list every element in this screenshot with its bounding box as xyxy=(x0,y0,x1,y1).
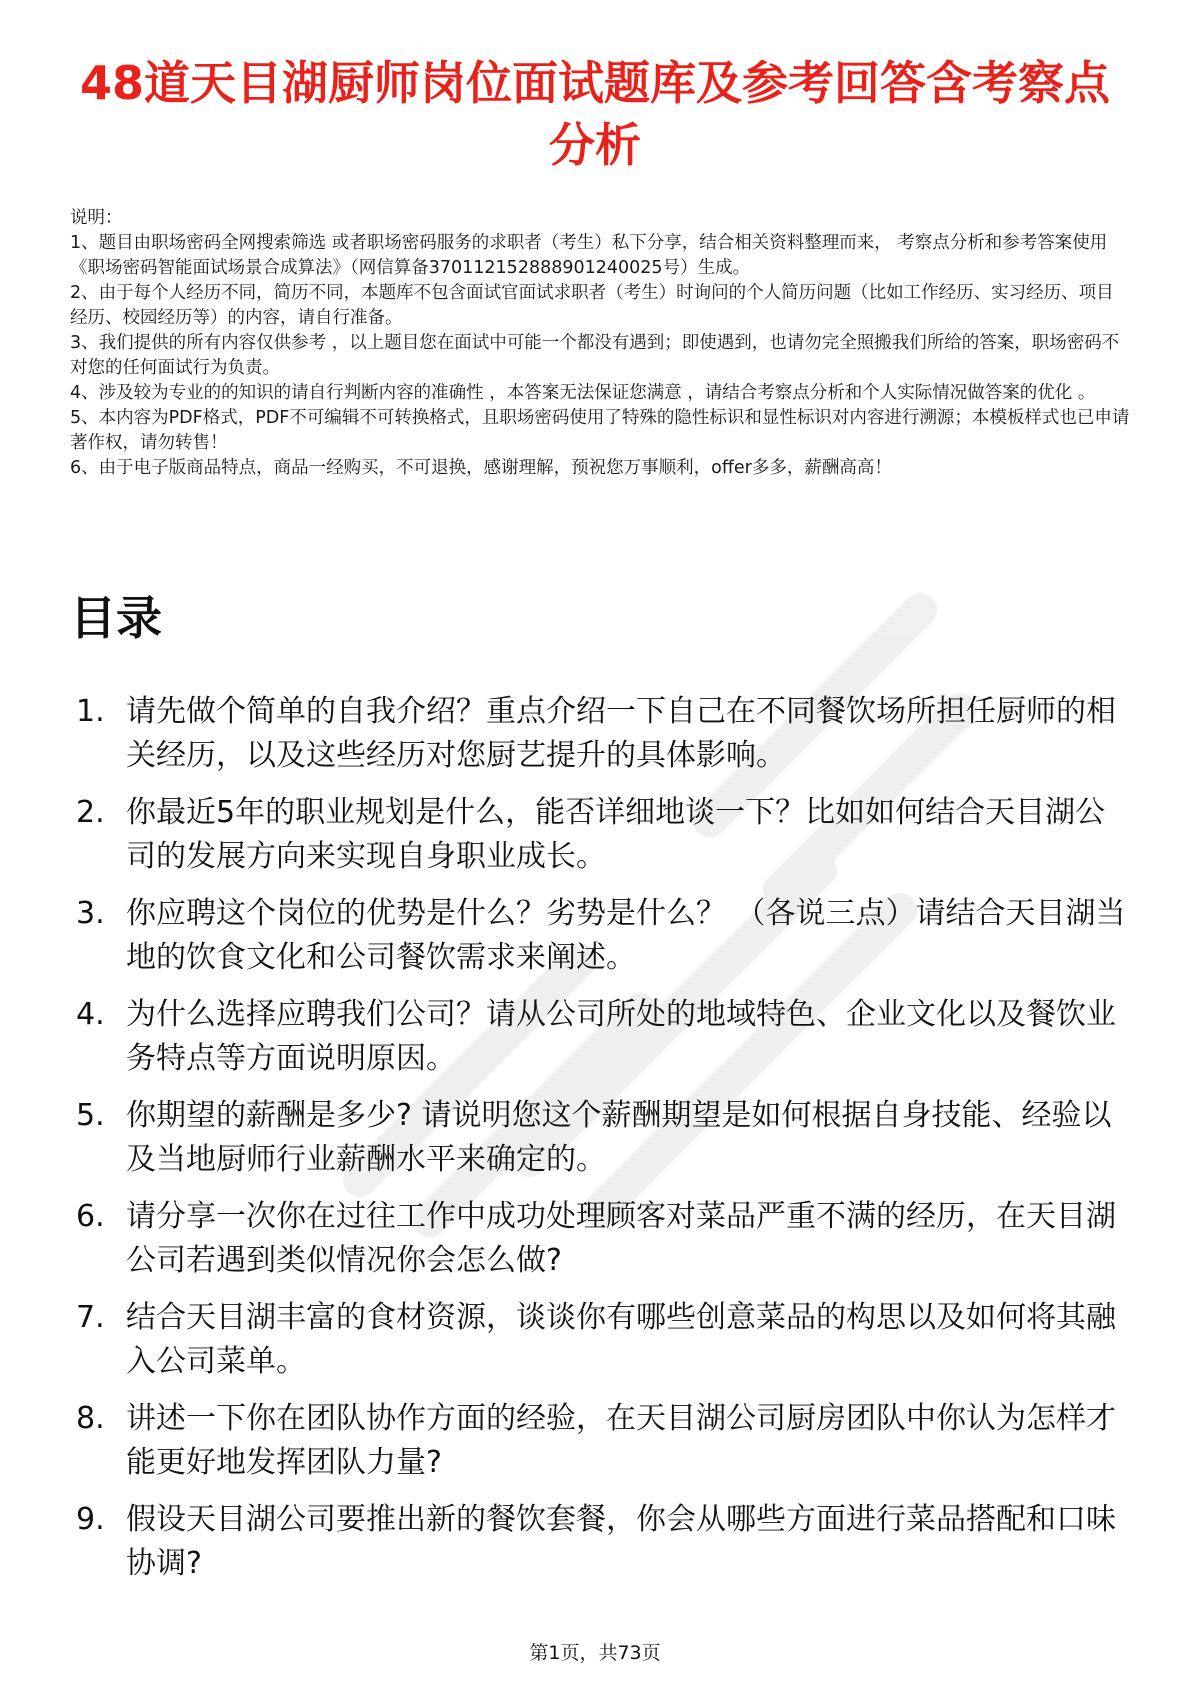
question-item xyxy=(70,993,1130,1081)
note-item: 3、我们提供的所有内容仅供参考 ，以上题目您在面试中可能一个都没有遇到；即使遇到，也请勿完全照搬我们所给的答案，职场密码不对您的任何面试行为负责。 xyxy=(70,333,1120,378)
question-number: 7. xyxy=(76,1300,105,1335)
question-number: 2. xyxy=(76,795,105,830)
question-text: 请分享一次你在过往工作中成功处理顾客对菜品严重不满的经历，在天目湖公司若遇到类似情况你会怎么做? xyxy=(126,1199,1116,1278)
question-number: 3. xyxy=(76,896,105,931)
note-item: 4、涉及较为专业的的知识的请自行判断内容的准确性 ，本答案无法保证您满意 ，请结合考察点分析和个人实际情况做答案的优化 。 xyxy=(70,383,1096,403)
note-item: 5、本内容为PDF格式，PDF不可编辑不可转换格式，且职场密码使用了特殊的隐性标识和显性标识对内容进行溯源；本模板样式也已申请著作权，请勿转售！ xyxy=(70,408,1130,453)
question-number: 8. xyxy=(76,1401,105,1436)
toc-heading: 目录 xyxy=(70,591,162,645)
question-text: 请先做个简单的自我介绍？重点介绍一下自己在不同餐饮场所担任厨师的相关经历，以及这些经历对您厨艺提升的具体影响。 xyxy=(126,694,1116,773)
question-text: 假设天目湖公司要推出新的餐饮套餐，你会从哪些方面进行菜品搭配和口味协调? xyxy=(126,1502,1116,1581)
notes-section xyxy=(70,206,1130,481)
question-number: 6. xyxy=(76,1199,105,1234)
note-item: 6、由于电子版商品特点，商品一经购买，不可退换，感谢理解，预祝您万事顺利，offer多多，薪酬高高！ xyxy=(70,458,892,478)
question-text: 你期望的薪酬是多少? 请说明您这个薪酬期望是如何根据自身技能、经验以及当地厨师行业薪酬水平来确定的。 xyxy=(126,1098,1112,1177)
question-item xyxy=(70,1296,1130,1384)
question-number: 1. xyxy=(76,694,105,729)
question-text: 为什么选择应聘我们公司？请从公司所处的地域特色、企业文化以及餐饮业务特点等方面说明原因。 xyxy=(126,997,1116,1076)
question-list xyxy=(70,690,1130,1599)
question-text: 你应聘这个岗位的优势是什么？劣势是什么？ （各说三点）请结合天目湖当地的饮食文化和公司餐饮需求来阐述。 xyxy=(126,896,1126,975)
question-item xyxy=(70,690,1130,778)
question-number: 4. xyxy=(76,997,105,1032)
question-text: 你最近5年的职业规划是什么，能否详细地谈一下？比如如何结合天目湖公司的发展方向来实现自身职业成长。 xyxy=(126,795,1106,874)
question-text: 讲述一下你在团队协作方面的经验，在天目湖公司厨房团队中你认为怎样才能更好地发挥团队力量? xyxy=(126,1401,1116,1480)
question-item xyxy=(70,1397,1130,1485)
document-title: 48道天目湖厨师岗位面试题库及参考回答含考察点分析 xyxy=(79,56,1110,172)
note-item: 2、由于每个人经历不同，简历不同，本题库不包含面试官面试求职者（考生）时询问的个人简历问题（比如工作经历、实习经历、项目经历、校园经历等）的内容，请自行准备。 xyxy=(70,283,1114,328)
question-number: 9. xyxy=(76,1502,105,1537)
question-item xyxy=(70,892,1130,980)
question-item xyxy=(70,1094,1130,1182)
question-item xyxy=(70,791,1130,879)
question-item xyxy=(70,1195,1130,1283)
notes-heading: 说明： xyxy=(70,208,123,228)
question-number: 5. xyxy=(76,1098,105,1133)
page-footer: 第1页，共73页 xyxy=(529,1642,661,1664)
question-text: 结合天目湖丰富的食材资源，谈谈你有哪些创意菜品的构思以及如何将其融入公司菜单。 xyxy=(126,1300,1116,1379)
note-item: 1、题目由职场密码全网搜索筛选 或者职场密码服务的求职者（考生）私下分享，结合相关资料整理而来， 考察点分析和参考答案使用《职场密码智能面试场景合成算法》（网信算备370112152888901240025号）生成。 xyxy=(70,233,1108,278)
question-item xyxy=(70,1498,1130,1586)
